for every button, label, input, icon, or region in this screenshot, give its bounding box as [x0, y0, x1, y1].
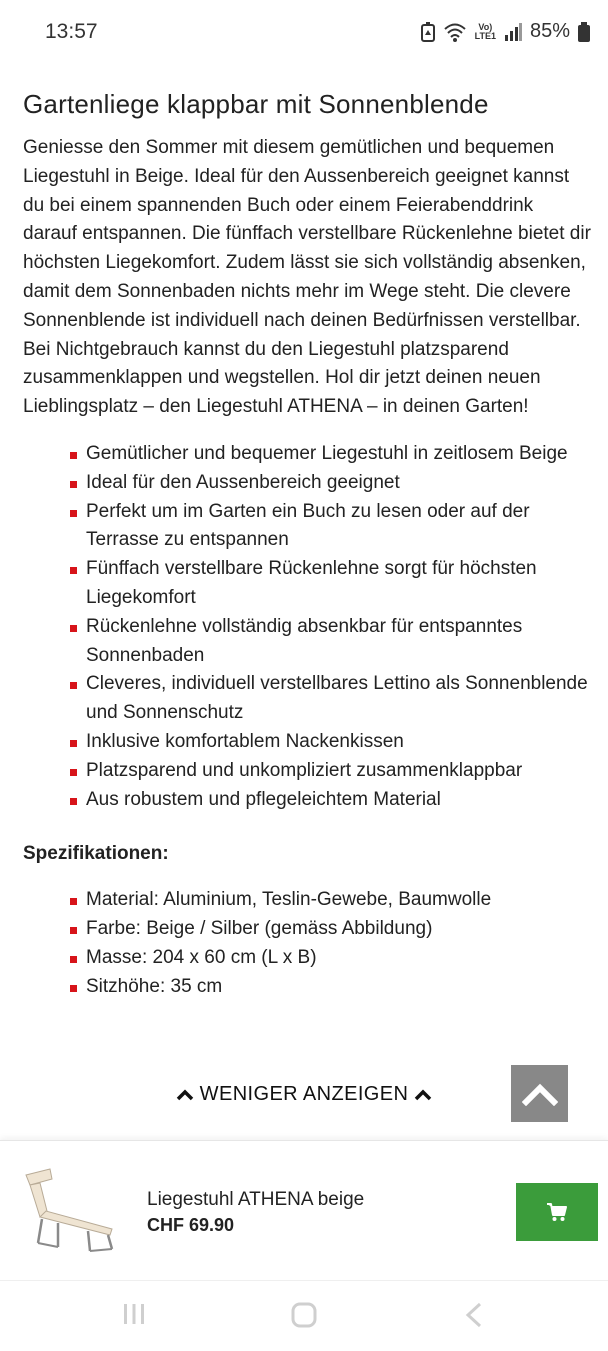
recent-apps-icon[interactable] — [121, 1301, 147, 1327]
product-name: Liegestuhl ATHENA beige — [147, 1189, 365, 1210]
network-type-label: Vo) LTE1 — [474, 21, 496, 41]
spec-list — [23, 886, 591, 1001]
status-icons — [421, 20, 590, 43]
system-navigation-bar — [0, 1280, 608, 1351]
product-description-section — [23, 86, 591, 1002]
product-description: Geniesse den Sommer mit diesem gemütlichen und bequemen Liegestuhl in Beige. Ideal für den Aussenbereich geeignet kannst du bei einem spannenden Buch oder einem Feierabenddrink darauf entspannen. Die fünffach verstellbare Rückenlehne bietet dir höchsten Liegekomfort. Zudem lässt sie sich vollständig absenken, damit dem Sonnenbaden nichts mehr im Wege steht. Die clevere Sonnenblende ist individuell nach deinen Bedürfnissen verstellbar. Bei Nichtgebrauch kannst du den Liegestuhl platzsparend zusammenklappen und wegstellen. Hol dir jetzt deinen neuen Lieblingsplatz – den Liegestuhl ATHENA – in deinen Garten! — [23, 137, 591, 418]
wifi-icon — [443, 22, 467, 42]
cart-icon — [546, 1202, 568, 1222]
back-icon[interactable] — [463, 1301, 485, 1329]
chevron-up-icon — [414, 1089, 432, 1101]
specs-heading: Spezifikationen: — [23, 843, 169, 865]
sticky-product-bar — [0, 1140, 608, 1281]
product-title: Gartenliege klappbar mit Sonnenblende — [23, 89, 489, 119]
chevron-up-icon — [176, 1089, 194, 1101]
signal-icon — [504, 23, 522, 41]
chevron-up-icon — [522, 1082, 558, 1106]
feature-item: Perfekt um im Garten ein Buch zu lesen oder auf der Terrasse zu entspannen — [86, 498, 591, 556]
recycle-notification-icon — [421, 22, 435, 42]
scroll-to-top-button[interactable] — [511, 1065, 568, 1122]
product-price: CHF 69.90 — [147, 1215, 235, 1235]
battery-percent: 85% — [529, 20, 570, 42]
feature-item: Aus robustem und pflegeleichtem Material — [86, 786, 591, 815]
battery-icon — [578, 22, 590, 42]
feature-item: Ideal für den Aussenbereich geeignet — [86, 469, 591, 498]
spec-item: Material: Aluminium, Teslin-Gewebe, Baumwolle — [86, 886, 591, 915]
spec-item: Sitzhöhe: 35 cm — [86, 973, 591, 1002]
status-bar — [0, 0, 608, 66]
feature-item: Inklusive komfortablem Nackenkissen — [86, 728, 591, 757]
feature-item: Rückenlehne vollständig absenkbar für entspanntes Sonnenbaden — [86, 613, 591, 671]
feature-item: Gemütlicher und bequemer Liegestuhl in zeitlosem Beige — [86, 440, 591, 469]
feature-item: Fünffach verstellbare Rückenlehne sorgt für höchsten Liegekomfort — [86, 555, 591, 613]
status-time: 13:57 — [45, 20, 98, 43]
show-less-label: WENIGER ANZEIGEN — [199, 1083, 409, 1105]
spec-item: Masse: 204 x 60 cm (L x B) — [86, 944, 591, 973]
feature-list — [23, 440, 591, 814]
spec-item: Farbe: Beige / Silber (gemäss Abbildung) — [86, 915, 591, 944]
feature-item: Cleveres, individuell verstellbares Lettino als Sonnenblende und Sonnenschutz — [86, 670, 591, 728]
home-icon[interactable] — [290, 1301, 318, 1329]
feature-item: Platzsparend und unkompliziert zusammenklappbar — [86, 757, 591, 786]
product-thumbnail[interactable] — [18, 1165, 118, 1255]
add-to-cart-button[interactable] — [516, 1183, 598, 1241]
